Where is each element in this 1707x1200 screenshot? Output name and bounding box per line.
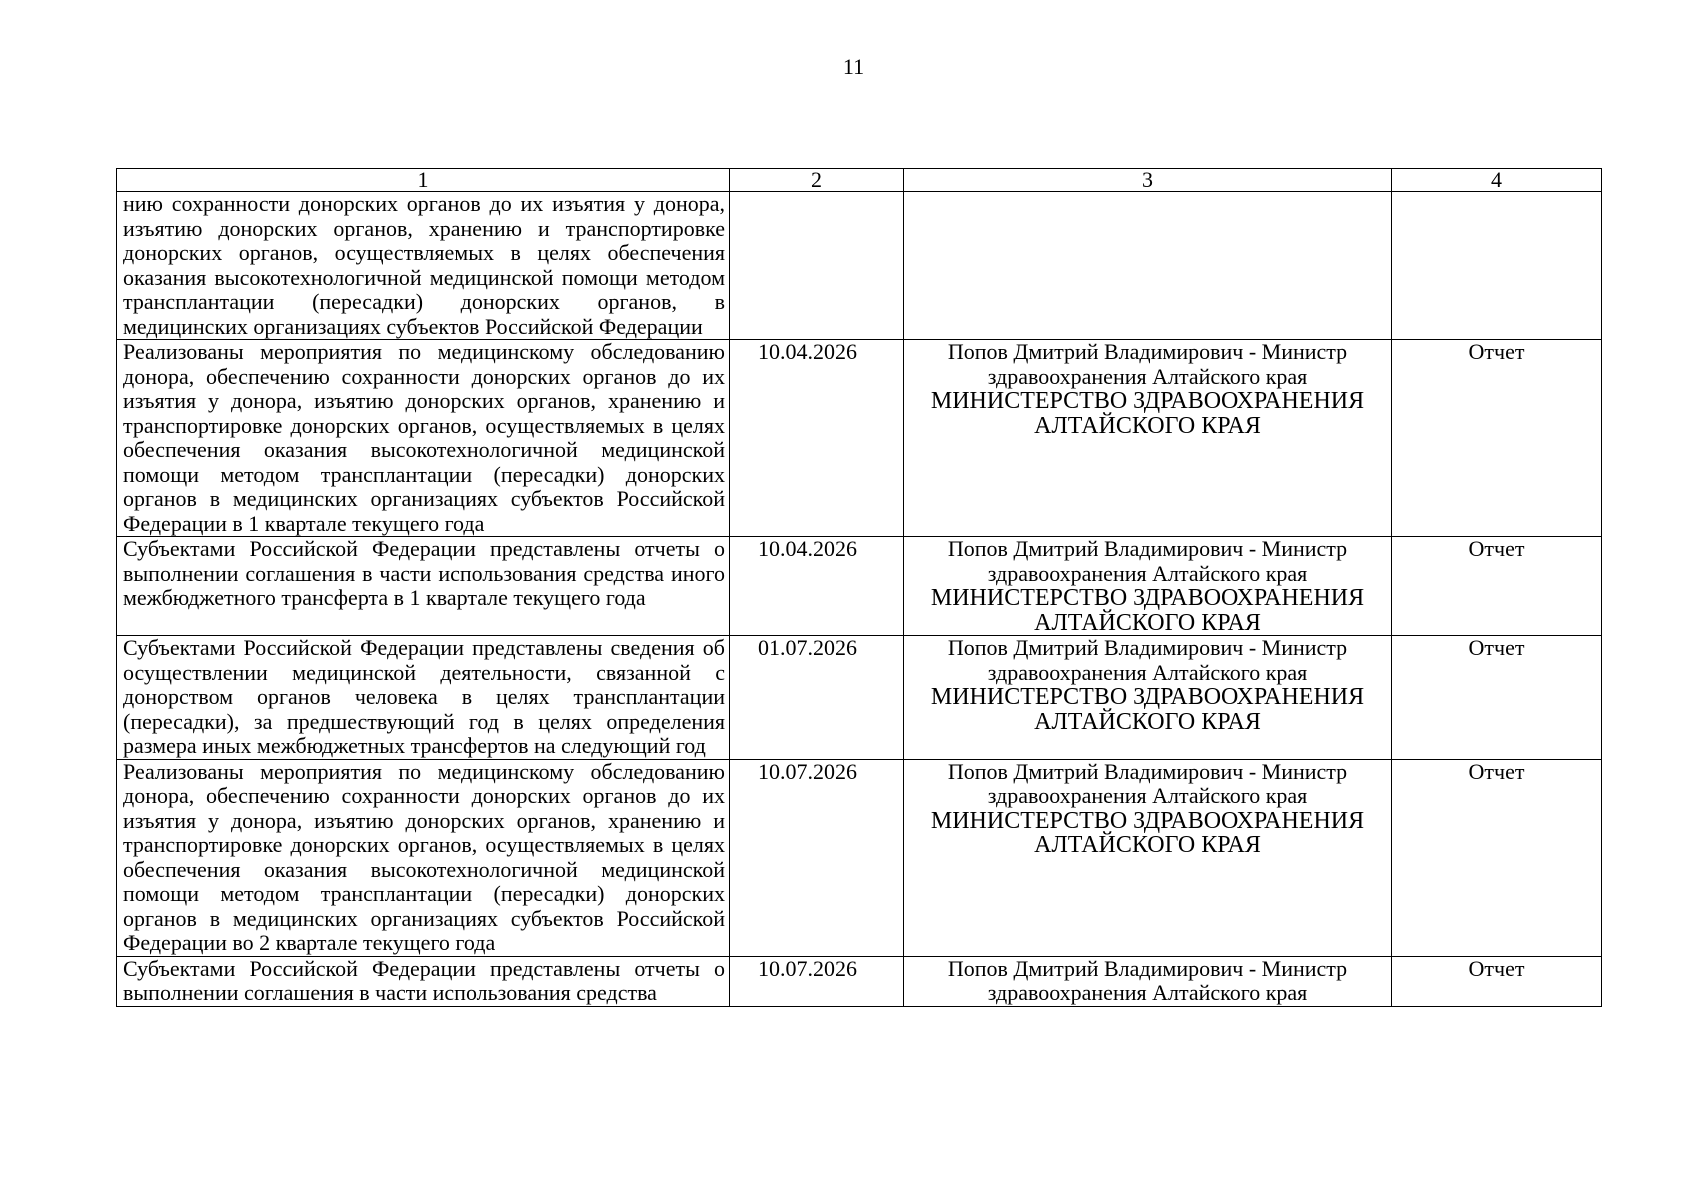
table-row [117, 192, 1602, 340]
responsible-person: Попов Дмитрий Владимирович - Министр здравоохранения Алтайского края [947, 536, 1348, 586]
table-row [117, 759, 1602, 956]
responsible-cell [904, 192, 1392, 340]
table-header-row [117, 169, 1602, 192]
responsible-cell [904, 636, 1392, 760]
description-text: Субъектами Российской Федерации представлены отчеты о выполнении соглашения в части использования средства иного межбюджетного трансферта в 1 квартале текущего года [123, 536, 725, 610]
plan-table [116, 168, 1602, 1007]
description-cell [117, 759, 730, 956]
responsible-person: Попов Дмитрий Владимирович - Министр здравоохранения Алтайского края [947, 635, 1348, 685]
description-cell [117, 340, 730, 537]
responsible-person: Попов Дмитрий Владимирович - Министр здравоохранения Алтайского края [947, 758, 1348, 808]
responsible-cell [904, 340, 1392, 537]
page-number: 11 [842, 54, 865, 79]
description-text: нию сохранности донорских органов до их изъятия у донора, изъятию донорских органов, хранению и транспортировке донорских органов, осуществляемых в целях обеспечения оказания высокотехнологичной медицинской помощи методом трансплантации (пересадки) донорских органов, в медицинских организациях субъектов Российской Федерации [123, 191, 725, 339]
responsible-org: МИНИСТЕРСТВО ЗДРАВООХРАНЕНИЯ АЛТАЙСКОГО КРАЯ [930, 807, 1365, 858]
description-text: Субъектами Российской Федерации представлены отчеты о выполнении соглашения в части использования средства [123, 955, 725, 1005]
description-text: Реализованы мероприятия по медицинскому обследованию донора, обеспечению сохранности донорских органов до их изъятия у донора, изъятию донорских органов, хранению и транспортировке донорских органов, осуществляемых в целях обеспечения оказания высокотехнологичной медицинской помощи методом трансплантации (пересадки) донорских органов в медицинских организациях субъектов Российской Федерации во 2 квартале текущего года [123, 758, 725, 955]
date-cell: 01.07.2026 [730, 636, 904, 760]
result-cell: Отчет [1392, 956, 1602, 1006]
responsible-cell [904, 759, 1392, 956]
description-cell [117, 192, 730, 340]
responsible-cell [904, 537, 1392, 636]
responsible-org: МИНИСТЕРСТВО ЗДРАВООХРАНЕНИЯ АЛТАЙСКОГО КРАЯ [930, 388, 1365, 439]
description-cell [117, 956, 730, 1006]
result-cell [1392, 192, 1602, 340]
date-cell: 10.07.2026 [730, 759, 904, 956]
responsible-person: Попов Дмитрий Владимирович - Министр здравоохранения Алтайского края [947, 339, 1348, 389]
result-cell: Отчет [1392, 537, 1602, 636]
column-header-2: 2 [730, 169, 904, 192]
result-cell: Отчет [1392, 759, 1602, 956]
result-cell: Отчет [1392, 340, 1602, 537]
responsible-cell [904, 956, 1392, 1006]
description-text: Реализованы мероприятия по медицинскому обследованию донора, обеспечению сохранности донорских органов до их изъятия у донора, изъятию донорских органов, хранению и транспортировке донорских органов, осуществляемых в целях обеспечения оказания высокотехнологичной медицинской помощи методом трансплантации (пересадки) донорских органов в медицинских организациях субъектов Российской Федерации в 1 квартале текущего года [123, 339, 725, 536]
description-cell [117, 636, 730, 760]
responsible-org: МИНИСТЕРСТВО ЗДРАВООХРАНЕНИЯ АЛТАЙСКОГО КРАЯ [930, 684, 1365, 735]
responsible-person: Попов Дмитрий Владимирович - Министр здравоохранения Алтайского края [947, 955, 1348, 1005]
column-header-3: 3 [904, 169, 1392, 192]
table-row [117, 340, 1602, 537]
description-text: Субъектами Российской Федерации представлены сведения об осуществлении медицинской деятельности, связанной с донорством органов человека в целях трансплантации (пересадки), за предшествующий год в целях определения размера иных межбюджетных трансфертов на следующий год [123, 635, 725, 758]
table-row [117, 636, 1602, 760]
date-cell: 10.07.2026 [730, 956, 904, 1006]
column-header-4: 4 [1392, 169, 1602, 192]
responsible-org: МИНИСТЕРСТВО ЗДРАВООХРАНЕНИЯ АЛТАЙСКОГО КРАЯ [930, 585, 1365, 636]
table-row [117, 956, 1602, 1006]
date-cell [730, 192, 904, 340]
table-row [117, 537, 1602, 636]
result-cell: Отчет [1392, 636, 1602, 760]
column-header-1: 1 [117, 169, 730, 192]
description-cell [117, 537, 730, 636]
date-cell: 10.04.2026 [730, 537, 904, 636]
date-cell: 10.04.2026 [730, 340, 904, 537]
